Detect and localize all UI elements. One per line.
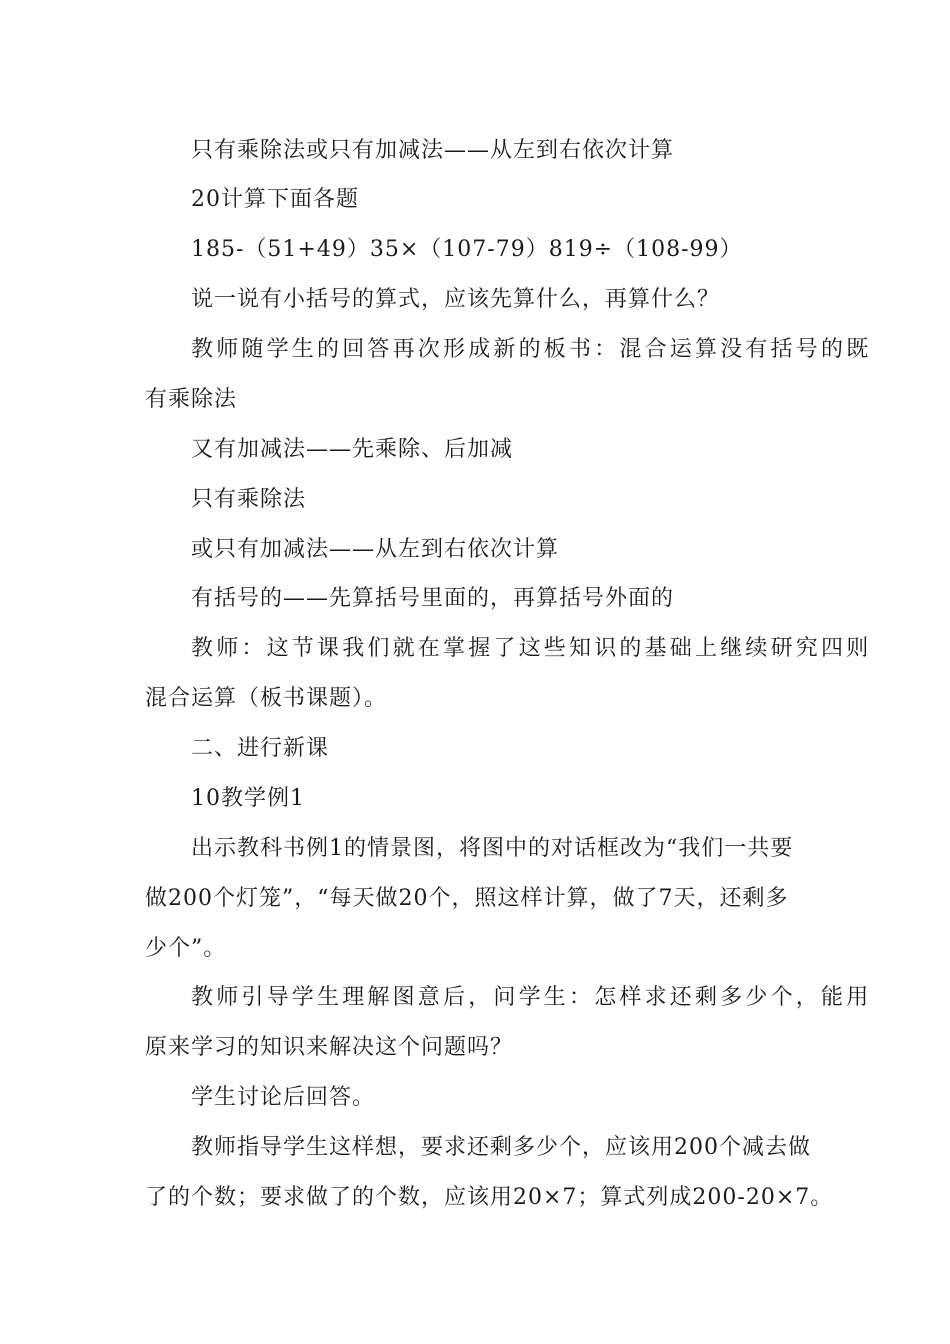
text-line: 少个”。 [145, 936, 227, 961]
text-line: 教师指导学生这样想，要求还剩多少个，应该用200个减去做 [191, 1135, 811, 1160]
text-line: 有乘除法 [145, 387, 238, 412]
section-heading: 二、进行新课 [191, 736, 330, 761]
text-line: 20计算下面各题 [191, 187, 359, 212]
text-line: 只有乘除法 [191, 487, 307, 512]
text-line: 教师引导学生理解图意后，问学生：怎样求还剩多少个，能用 [191, 985, 872, 1010]
text-line: 说一说有小括号的算式，应该先算什么，再算什么？ [191, 287, 721, 312]
text-line: 教师：这节课我们就在掌握了这些知识的基础上继续研究四则 [191, 636, 872, 661]
text-line: 出示教科书例1的情景图，将图中的对话框改为“我们一共要 [191, 836, 794, 861]
text-line: 或只有加减法——从左到右依次计算 [191, 537, 560, 562]
text-line: 有括号的——先算括号里面的，再算括号外面的 [191, 586, 675, 611]
text-line: 又有加减法——先乘除、后加减 [191, 437, 514, 462]
text-line: 10教学例1 [191, 786, 305, 811]
text-line: 混合运算（板书课题）。 [145, 686, 388, 711]
text-line: 做200个灯笼”，“每天做20个，照这样计算，做了7天，还剩多 [145, 886, 789, 911]
text-line: 学生讨论后回答。 [191, 1085, 376, 1110]
text-line: 原来学习的知识来解决这个问题吗？ [145, 1035, 514, 1060]
text-line: 185-（51+49）35×（107-79）819÷（108-99） [191, 237, 743, 262]
text-line: 只有乘除法或只有加减法——从左到右依次计算 [191, 138, 675, 163]
text-line: 了的个数；要求做了的个数，应该用20×7；算式列成200-20×7。 [145, 1185, 834, 1210]
text-line: 教师随学生的回答再次形成新的板书：混合运算没有括号的既 [191, 337, 872, 362]
